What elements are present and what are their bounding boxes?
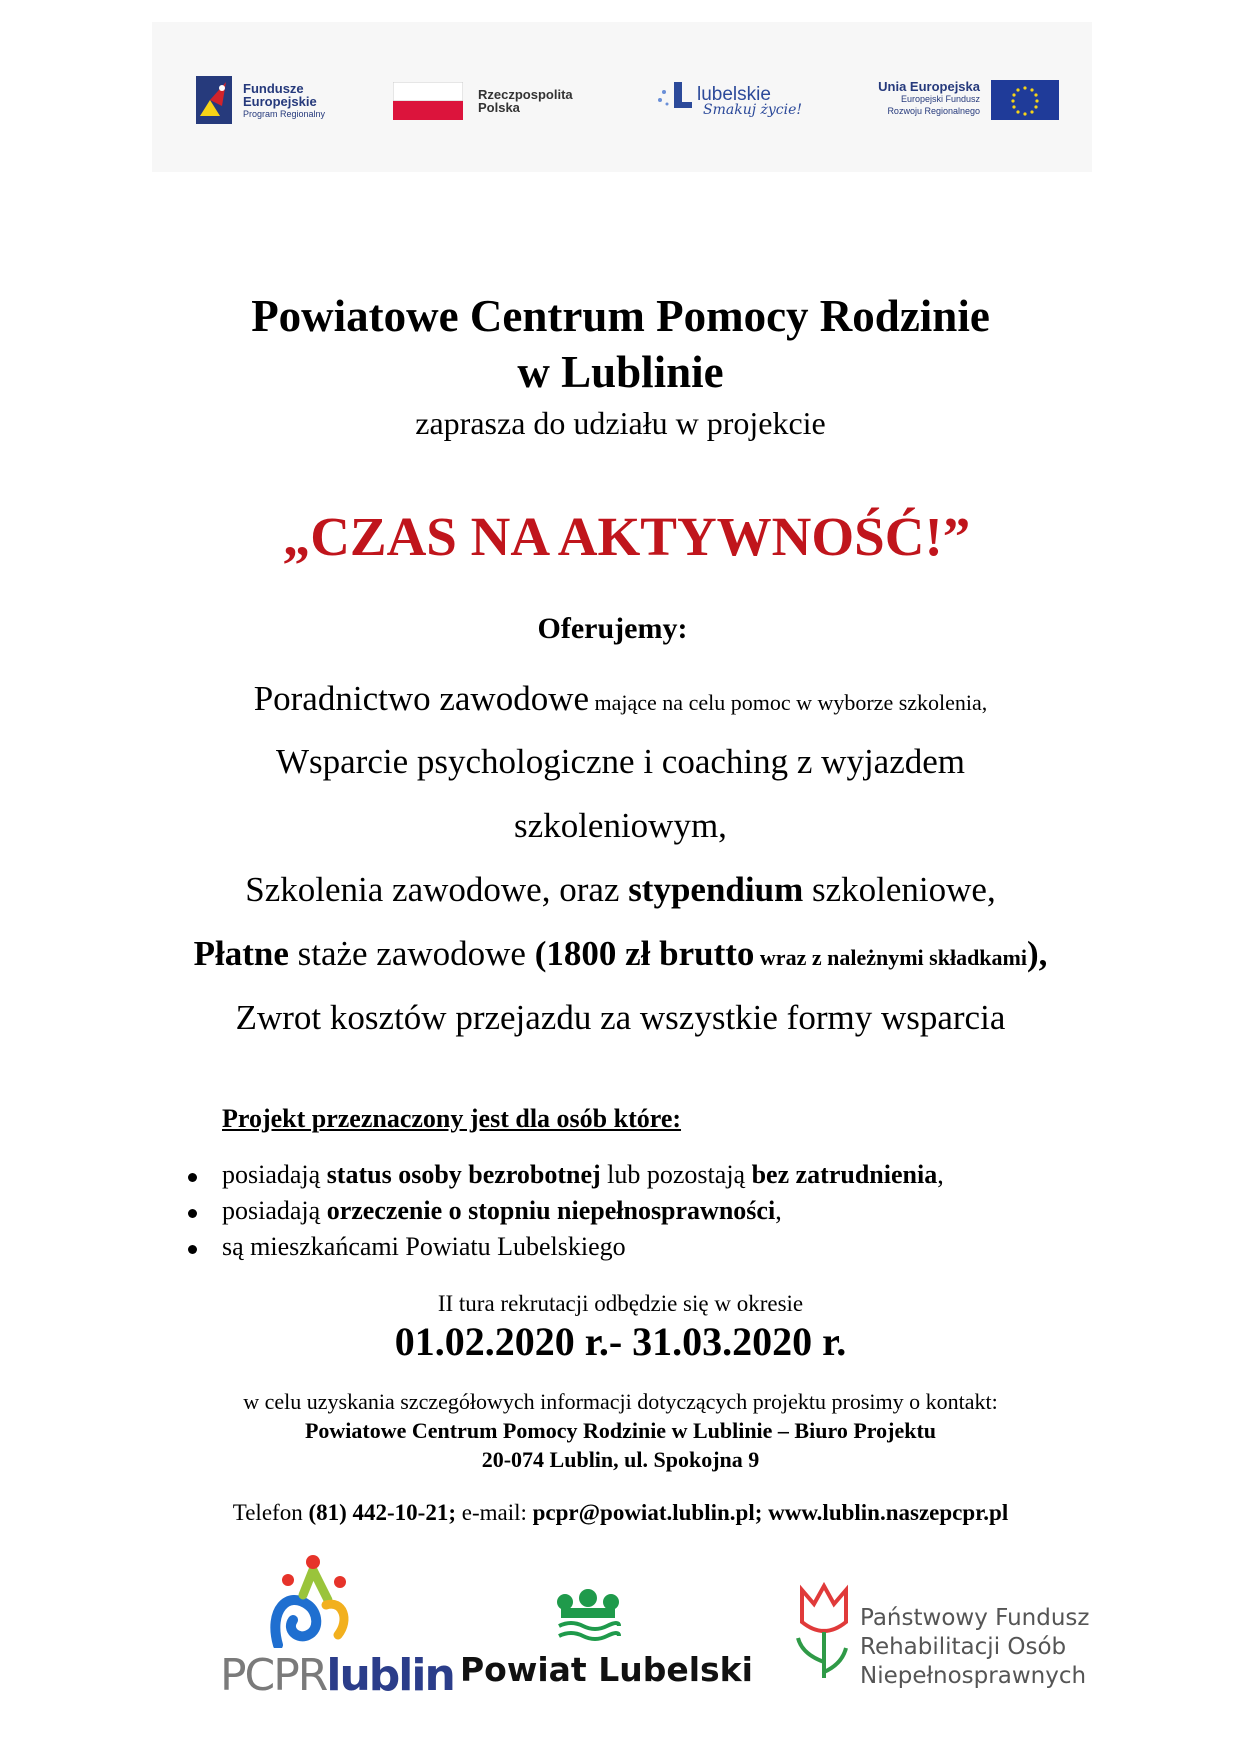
page-title-line2: w Lublinie bbox=[517, 347, 724, 397]
fundusze-europejskie-label: Fundusze Europejskie Program Regionalny bbox=[243, 81, 326, 119]
offer-line-1: Poradnictwo zawodowe mające na celu pomoc w wyborze szkolenia, bbox=[253, 679, 988, 718]
offer-line-2: Wsparcie psychologiczne i coaching z wyjazdem bbox=[275, 742, 965, 781]
lubelskie-label: lubelskie bbox=[697, 84, 771, 105]
lubelskie-logo-icon bbox=[654, 80, 696, 116]
lubelskie-slogan: Smakuj życie! bbox=[703, 102, 803, 118]
contact-address: 20-074 Lublin, ul. Spokojna 9 bbox=[481, 1447, 760, 1472]
powiat-lubelski-logo: Powiat Lubelski bbox=[460, 1650, 753, 1689]
contact-phone-email: Telefon (81) 442-10-21; e-mail: pcpr@powiat.lublin.pl; www.lublin.naszepcpr.pl bbox=[232, 1500, 1009, 1525]
fundusze-europejskie-logo bbox=[196, 76, 232, 124]
polish-flag-icon bbox=[393, 82, 463, 120]
recruitment-dates: 01.02.2020 r.- 31.03.2020 r. bbox=[394, 1319, 847, 1364]
offer-line-6: Zwrot kosztów przejazdu za wszystkie formy wsparcia bbox=[235, 998, 1006, 1037]
bullet-icon bbox=[188, 1173, 197, 1182]
eu-flag-icon bbox=[991, 80, 1059, 120]
recruitment-label: II tura rekrutacji odbędzie się w okresie bbox=[437, 1291, 804, 1316]
contact-intro: w celu uzyskania szczegółowych informacji dotyczących projektu prosimy o kontakt: bbox=[243, 1389, 998, 1414]
invite-text: zaprasza do udziału w projekcie bbox=[415, 405, 826, 441]
unia-europejska-label: Unia Europejska Europejski Fundusz Rozwoju Regionalnego bbox=[878, 79, 980, 116]
pfron-logo-text: Państwowy Fundusz Rehabilitacji Osób Niepełnosprawnych bbox=[860, 1605, 1090, 1689]
offer-line-5: Płatne staże zawodowe (1800 zł brutto wraz z należnymi składkami), bbox=[193, 934, 1048, 973]
contact-office: Powiatowe Centrum Pomocy Rodzinie w Lublinie – Biuro Projektu bbox=[304, 1418, 937, 1443]
page-title-line1: Powiatowe Centrum Pomocy Rodzinie bbox=[251, 291, 990, 341]
pcpr-lublin-logo: PCPRlublin bbox=[220, 1650, 454, 1701]
bullet-icon bbox=[188, 1245, 197, 1254]
powiat-crown-icon bbox=[553, 1588, 623, 1646]
pfron-tulip-icon bbox=[792, 1582, 852, 1682]
offer-heading: Oferujemy: bbox=[537, 612, 688, 645]
target-heading: Projekt przeznaczony jest dla osób które: bbox=[222, 1104, 682, 1133]
project-name: „CZAS NA AKTYWNOŚĆ!” bbox=[282, 506, 971, 567]
pcpr-figures-icon bbox=[258, 1550, 358, 1648]
offer-line-4: Szkolenia zawodowe, oraz stypendium szkoleniowe, bbox=[245, 870, 996, 909]
bullet-icon bbox=[188, 1209, 197, 1218]
offer-line-3: szkoleniowym, bbox=[514, 806, 727, 845]
rzeczpospolita-polska-label: Rzeczpospolita Polska bbox=[478, 87, 573, 115]
